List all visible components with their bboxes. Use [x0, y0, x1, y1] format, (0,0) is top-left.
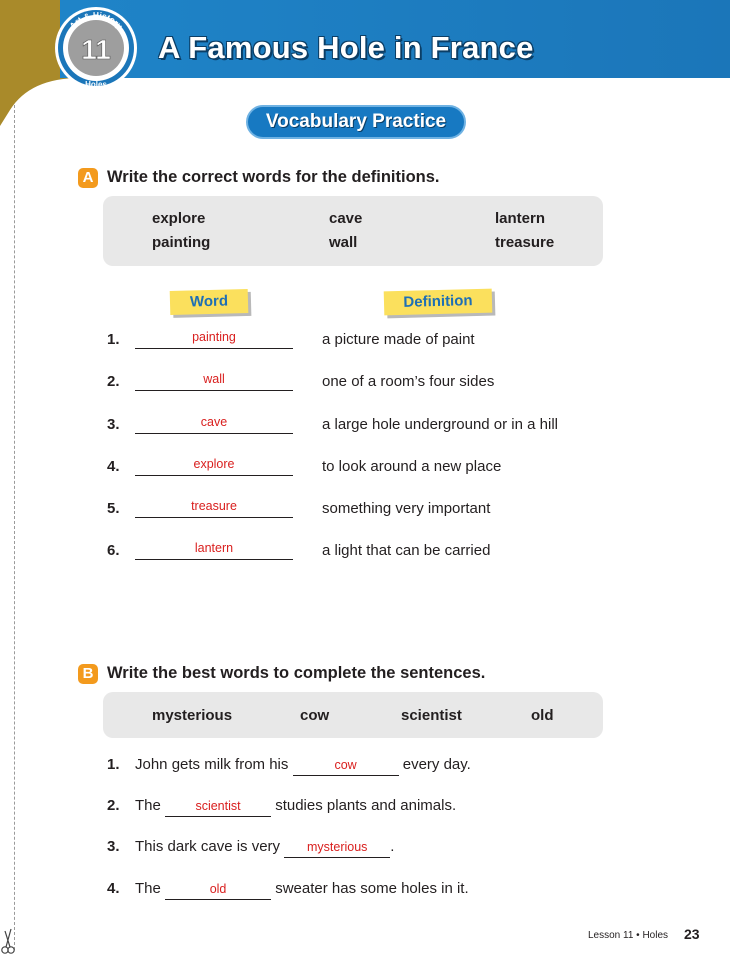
section-b-marker: B [78, 664, 98, 684]
answer-blank[interactable]: painting [135, 330, 293, 349]
definition-text: something very important [322, 500, 491, 517]
word-bank-item: treasure [495, 234, 555, 251]
badge-number: 11 [81, 34, 111, 65]
sentence-after: studies plants and animals. [275, 797, 457, 814]
item-number: 1. [107, 756, 120, 773]
word-bank-item: cow [300, 707, 330, 724]
word-bank-a [103, 196, 603, 266]
sentence-before: This dark cave is very [135, 838, 281, 855]
word-bank-item: cave [329, 210, 363, 227]
answer-blank[interactable]: cow [293, 759, 399, 776]
section-b-instruction: Write the best words to complete the sentences. [107, 664, 486, 682]
word-bank-item: scientist [401, 707, 462, 724]
definition-text: one of a room’s four sides [322, 373, 495, 390]
item-number: 4. [107, 880, 120, 897]
sentence-before: John gets milk from his [135, 756, 289, 773]
badge-subject: Holes [85, 80, 107, 89]
item-number: 4. [107, 458, 120, 475]
item-number: 1. [107, 331, 120, 348]
answer-blank[interactable]: lantern [135, 541, 293, 560]
item-number: 3. [107, 838, 120, 855]
definition-text: a light that can be carried [322, 542, 491, 559]
definition-text: a picture made of paint [322, 331, 475, 348]
sentence [135, 838, 394, 858]
cut-line [14, 100, 15, 950]
section-a-instruction: Write the correct words for the definitions. [107, 168, 440, 186]
page-title: A Famous Hole in France [158, 30, 534, 65]
answer-blank[interactable]: treasure [135, 499, 293, 518]
word-bank-b [103, 692, 603, 738]
footer-lesson: Lesson 11 • Holes [588, 930, 669, 941]
word-column-tag: Word [170, 289, 249, 315]
lesson-badge [54, 6, 138, 90]
answer-blank[interactable]: old [165, 883, 271, 900]
answer-blank[interactable]: explore [135, 457, 293, 476]
item-number: 2. [107, 373, 120, 390]
sentence-before: The [135, 797, 161, 814]
item-number: 5. [107, 500, 120, 517]
answer-blank[interactable]: scientist [165, 800, 271, 817]
sentence [135, 880, 469, 900]
answer-blank[interactable]: wall [135, 372, 293, 391]
page-number: 23 [684, 926, 700, 942]
answer-blank[interactable]: mysterious [284, 841, 390, 858]
definition-text: to look around a new place [322, 458, 502, 475]
word-bank-item: explore [152, 210, 206, 227]
answer-blank[interactable]: cave [135, 415, 293, 434]
subtitle-pill: Vocabulary Practice [246, 105, 466, 139]
sentence-after: . [390, 838, 395, 855]
item-number: 6. [107, 542, 120, 559]
sentence-after: every day. [402, 756, 471, 773]
definition-text: a large hole underground or in a hill [322, 416, 558, 433]
word-bank-item: wall [329, 234, 358, 251]
scissors-icon [0, 926, 16, 956]
badge-topic: Art & History [67, 9, 125, 31]
sentence-after: sweater has some holes in it. [275, 880, 469, 897]
sentence [135, 756, 471, 776]
item-number: 3. [107, 416, 120, 433]
word-bank-item: lantern [495, 210, 546, 227]
sentence-before: The [135, 880, 161, 897]
item-number: 2. [107, 797, 120, 814]
definition-column-tag: Definition [384, 289, 493, 316]
sentence [135, 797, 456, 817]
section-a-marker: A [78, 168, 98, 188]
word-bank-item: painting [152, 234, 211, 251]
word-bank-item: old [531, 707, 554, 724]
word-bank-item: mysterious [152, 707, 233, 724]
